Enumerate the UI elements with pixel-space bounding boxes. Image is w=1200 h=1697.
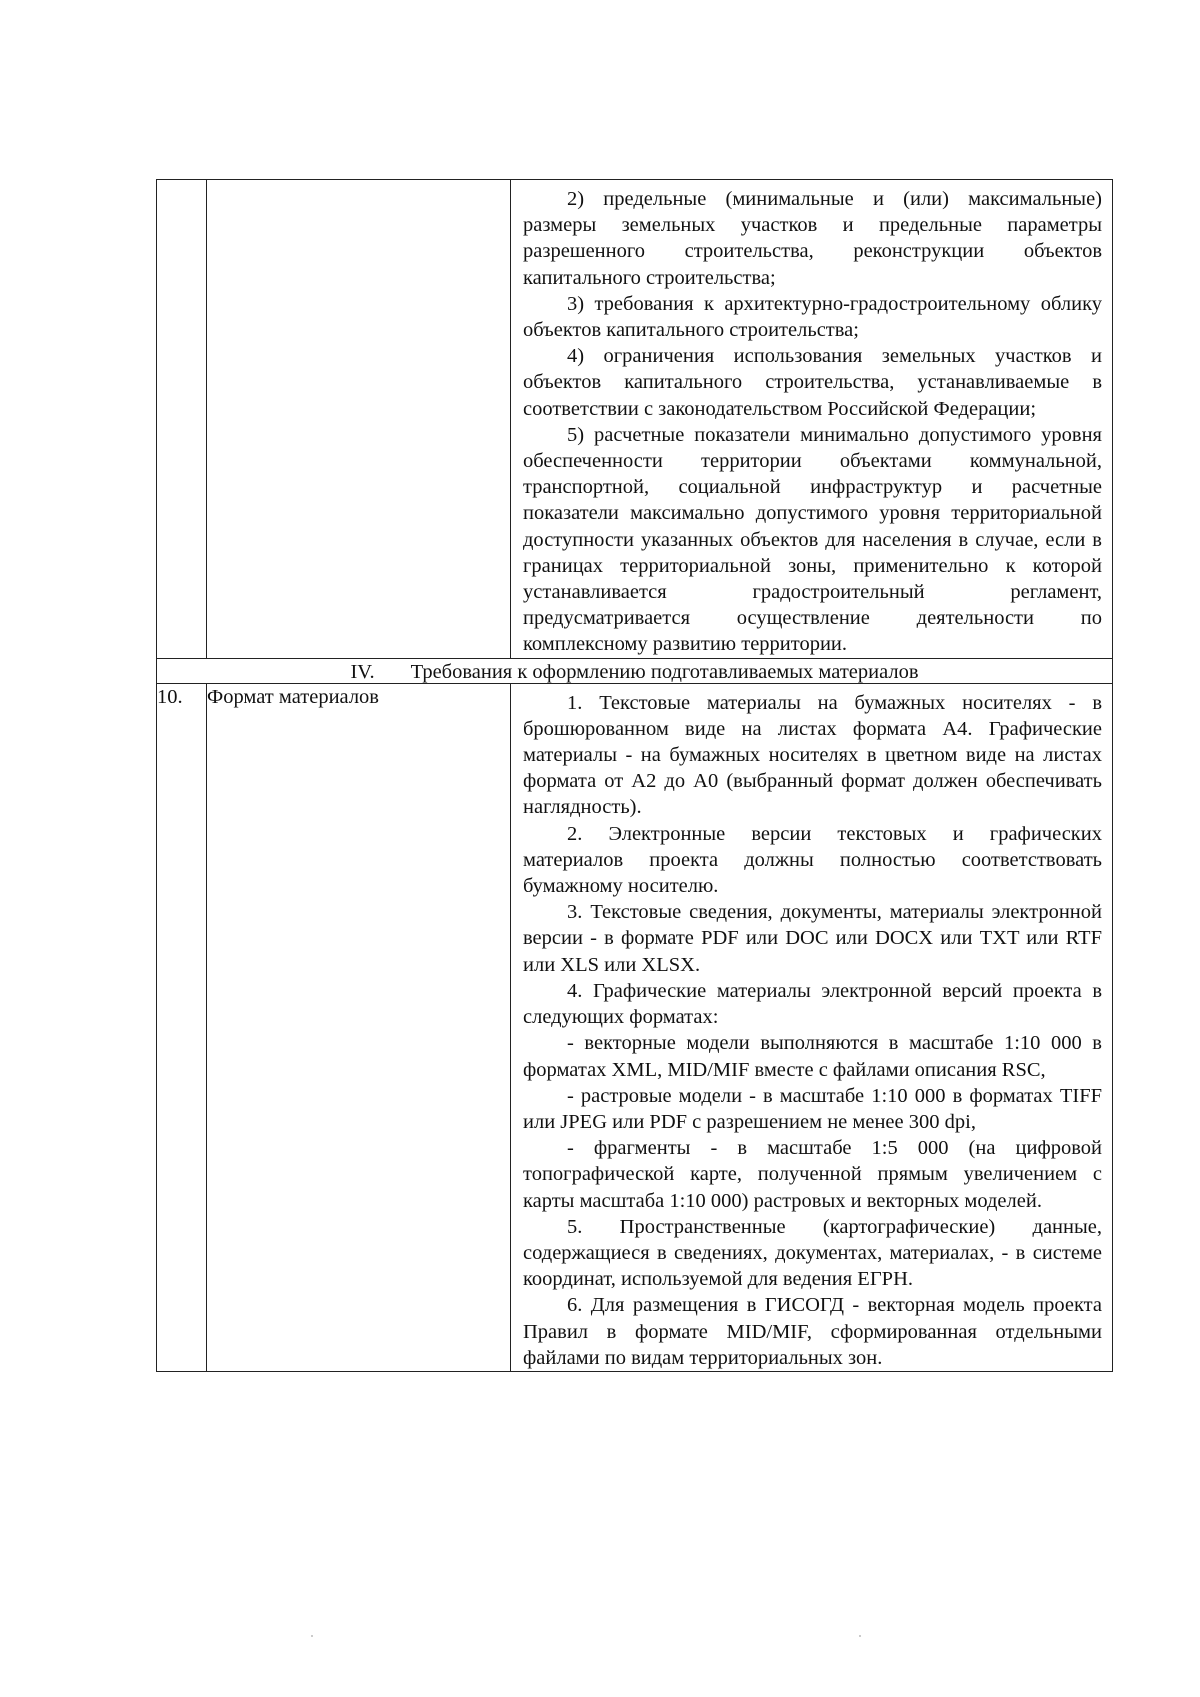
row-content-cell: [511, 683, 1113, 1371]
format-item-1: 1. Текстовые материалы на бумажных носителях - в брошюрованном виде на листах формата А4. Графические материалы - на бумажных носителях в цветном виде на листах формата от А2 до А0 (выбранный формат должен обеспечивать наглядность).: [523, 691, 1102, 819]
table-row-10: [157, 683, 1113, 1371]
format-item-4-vector: - векторные модели выполняются в масштабе 1:10 000 в форматах XML, MID/MIF вместе с файлами описания RSC,: [523, 1032, 1102, 1081]
section-number: IV.: [350, 660, 375, 683]
table-row-continued: [157, 180, 1113, 659]
format-item-3: 3. Текстовые сведения, документы, материалы электронной версии - в формате PDF или DOC или DOCX или TXT или RTF или XLS или XLSX.: [523, 901, 1102, 976]
format-item-4-fragments: - фрагменты - в масштабе 1:5 000 (на цифровой топографической карте, полученной прямым увеличением с карты масштаба 1:10 000) растровых и векторных моделей.: [523, 1137, 1102, 1212]
row-name-cell: [207, 180, 511, 659]
row-number-cell: [157, 180, 207, 659]
requirements-table: [156, 179, 1113, 1372]
row-name-cell: Формат материалов: [207, 683, 511, 1371]
paragraph-4: 4) ограничения использования земельных участков и объектов капитального строительства, устанавливаемые в соответствии с законодательством Российской Федерации;: [523, 345, 1102, 420]
format-item-4: 4. Графические материалы электронной версий проекта в следующих форматах:: [523, 979, 1102, 1029]
paragraph-5: 5) расчетные показатели минимально допустимого уровня обеспеченности территории объектами коммунальной, транспортной, социальной инфраструктур и расчетные показатели максимально допустимого уровня территориальной доступности указанных объектов для населения в случае, если в границах территориальной зоны, применительно к которой устанавливается градостроительный регламент, предусматривается осуществление деятельности по комплексному развитию территории.: [523, 423, 1102, 656]
format-item-5: 5. Пространственные (картографические) данные, содержащиеся в сведениях, документах, материалах, - в системе координат, используемой для ведения ЕГРН.: [523, 1215, 1102, 1291]
section-header-row: [157, 658, 1113, 683]
paragraph-3: 3) требования к архитектурно-градостроительному облику объектов капитального строительства;: [523, 292, 1102, 342]
format-item-2: 2. Электронные версии текстовых и графических материалов проекта должны полностью соответствовать бумажному носителю.: [523, 822, 1102, 898]
row-content-cell: [511, 180, 1113, 659]
section-header-cell: [157, 658, 1113, 683]
row-number-cell: 10.: [157, 683, 207, 1371]
format-item-4-raster: - растровые модели - в масштабе 1:10 000 в форматах TIFF или JPEG или PDF с разрешением не менее 300 dpi,: [523, 1084, 1102, 1133]
format-item-6: 6. Для размещения в ГИСОГД - векторная модель проекта Правил в формате MID/MIF, сформированная отдельными файлами по видам территориальных зон.: [523, 1294, 1102, 1369]
scan-speck: [311, 1635, 313, 1637]
section-title: Требования к оформлению подготавливаемых материалов: [410, 660, 919, 683]
scan-speck: [859, 1635, 861, 1637]
paragraph-2: 2) предельные (минимальные и (или) максимальные) размеры земельных участков и предельные параметры разрешенного строительства, реконструкции объектов капитального строительства;: [523, 188, 1102, 289]
